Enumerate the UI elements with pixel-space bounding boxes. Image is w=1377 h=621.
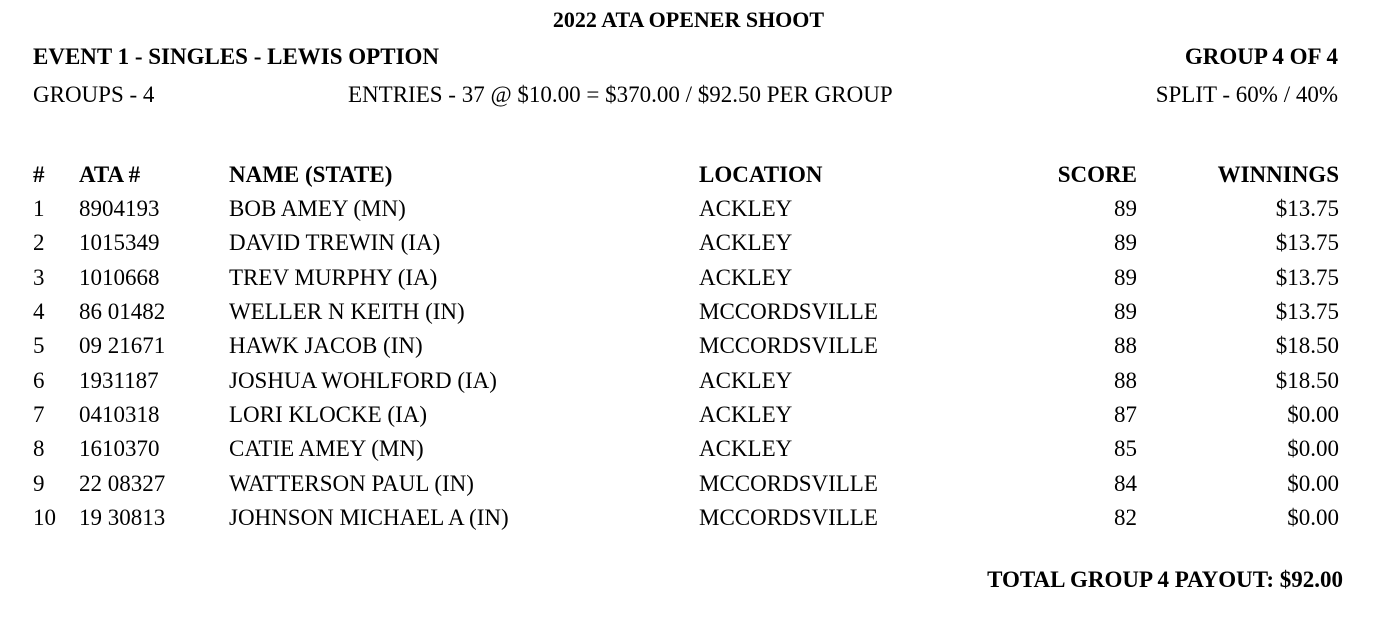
row-num: 5 <box>33 333 45 359</box>
row-winnings: $13.75 <box>1275 299 1339 325</box>
row-location: MCCORDSVILLE <box>699 470 878 496</box>
row-name: LORI KLOCKE (IA) <box>229 401 428 427</box>
row-score: 89 <box>1114 196 1137 222</box>
row-ata-number: 86 01482 <box>79 299 166 325</box>
row-winnings: $0.00 <box>1287 401 1339 427</box>
row-name: JOHNSON MICHAEL A (IN) <box>229 504 509 530</box>
row-location: MCCORDSVILLE <box>699 299 878 325</box>
row-winnings: $18.50 <box>1275 333 1339 359</box>
document-title: 2022 ATA OPENER SHOOT <box>552 7 825 32</box>
header-score: SCORE <box>1057 162 1137 187</box>
table-body <box>33 192 1339 535</box>
row-location: MCCORDSVILLE <box>699 504 878 530</box>
row-score: 87 <box>1114 401 1137 427</box>
row-location: ACKLEY <box>699 196 793 222</box>
row-num: 10 <box>33 504 56 530</box>
row-num: 1 <box>33 196 45 222</box>
table-row <box>33 398 1339 432</box>
row-ata-number: 22 08327 <box>79 470 166 496</box>
row-winnings: $0.00 <box>1287 504 1339 530</box>
row-ata-number: 8904193 <box>79 196 160 222</box>
row-location: MCCORDSVILLE <box>699 333 878 359</box>
row-name: JOSHUA WOHLFORD (IA) <box>229 367 497 393</box>
row-ata-number: 1010668 <box>79 264 160 290</box>
row-score: 84 <box>1114 470 1137 496</box>
results-table <box>33 158 1339 535</box>
split-summary: SPLIT - 60% / 40% <box>1155 82 1338 107</box>
header-ata: ATA # <box>79 162 141 187</box>
row-ata-number: 1015349 <box>79 230 160 256</box>
row-winnings: $13.75 <box>1275 196 1339 222</box>
header-location: LOCATION <box>699 162 823 187</box>
row-ata-number: 1610370 <box>79 436 160 462</box>
row-name: WATTERSON PAUL (IN) <box>229 470 474 496</box>
table-row <box>33 432 1339 466</box>
row-location: ACKLEY <box>699 367 793 393</box>
row-winnings: $13.75 <box>1275 264 1339 290</box>
row-name: BOB AMEY (MN) <box>229 196 406 222</box>
table-row <box>33 261 1339 295</box>
row-num: 3 <box>33 264 45 290</box>
group-heading: GROUP 4 OF 4 <box>1184 44 1338 69</box>
header-winnings: WINNINGS <box>1217 162 1339 187</box>
header-num: # <box>33 162 45 187</box>
table-row <box>33 295 1339 329</box>
row-score: 89 <box>1114 299 1137 325</box>
row-score: 89 <box>1114 264 1137 290</box>
row-ata-number: 1931187 <box>79 367 159 393</box>
row-winnings: $18.50 <box>1275 367 1339 393</box>
row-ata-number: 0410318 <box>79 401 160 427</box>
row-name: HAWK JACOB (IN) <box>229 333 423 359</box>
row-num: 4 <box>33 299 45 325</box>
table-row <box>33 466 1339 500</box>
entries-summary: ENTRIES - 37 @ $10.00 = $370.00 / $92.50 PER GROUP <box>348 82 893 107</box>
row-score: 88 <box>1114 333 1137 359</box>
row-winnings: $13.75 <box>1275 230 1339 256</box>
row-location: ACKLEY <box>699 401 793 427</box>
event-heading: EVENT 1 - SINGLES - LEWIS OPTION <box>33 44 440 69</box>
row-name: TREV MURPHY (IA) <box>229 264 438 290</box>
row-name: DAVID TREWIN (IA) <box>229 230 441 256</box>
row-location: ACKLEY <box>699 230 793 256</box>
row-score: 88 <box>1114 367 1137 393</box>
table-row <box>33 226 1339 260</box>
row-location: ACKLEY <box>699 436 793 462</box>
row-winnings: $0.00 <box>1287 470 1339 496</box>
total-payout: TOTAL GROUP 4 PAYOUT: $92.00 <box>987 567 1343 592</box>
row-score: 85 <box>1114 436 1137 462</box>
row-score: 82 <box>1114 504 1137 530</box>
row-num: 6 <box>33 367 45 393</box>
row-location: ACKLEY <box>699 264 793 290</box>
row-num: 7 <box>33 401 45 427</box>
row-ata-number: 19 30813 <box>79 504 166 530</box>
row-score: 89 <box>1114 230 1137 256</box>
row-name: WELLER N KEITH (IN) <box>229 299 465 325</box>
table-row <box>33 363 1339 397</box>
table-header-row <box>33 158 1339 192</box>
header-name: NAME (STATE) <box>229 162 393 187</box>
row-num: 8 <box>33 436 45 462</box>
row-winnings: $0.00 <box>1287 436 1339 462</box>
row-name: CATIE AMEY (MN) <box>229 436 424 462</box>
table-row <box>33 329 1339 363</box>
row-num: 2 <box>33 230 45 256</box>
row-num: 9 <box>33 470 45 496</box>
table-row <box>33 192 1339 226</box>
table-row <box>33 501 1339 535</box>
groups-count: GROUPS - 4 <box>33 82 155 107</box>
row-ata-number: 09 21671 <box>79 333 166 359</box>
